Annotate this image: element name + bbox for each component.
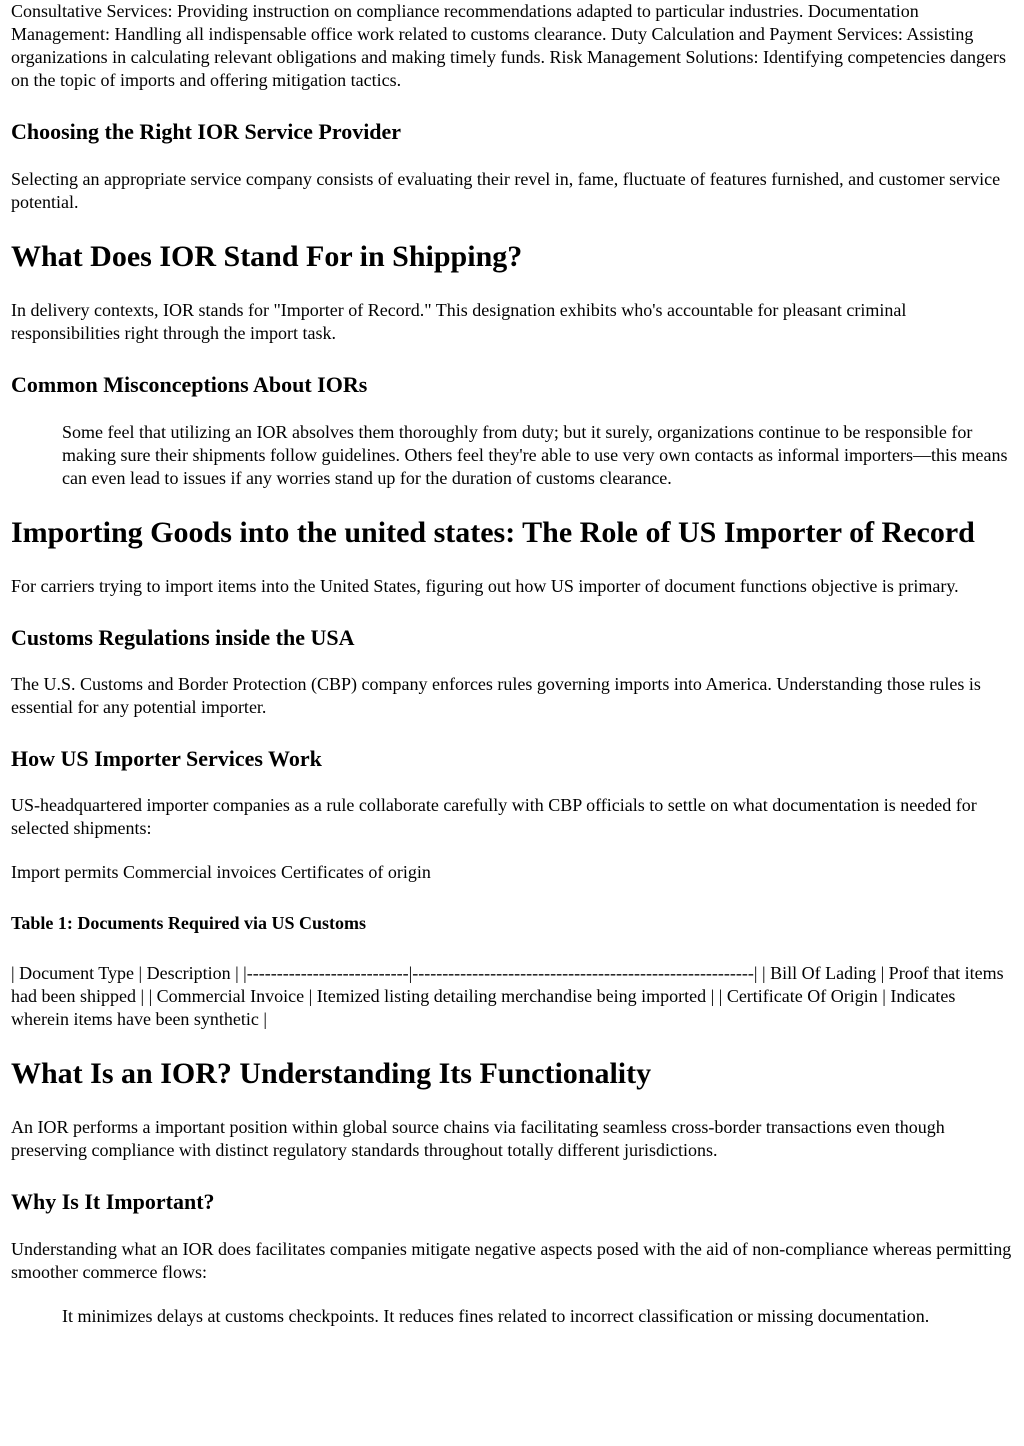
services-paragraph: Consultative Services: Providing instruction on compliance recommendations adapted to particular industries. Documentation Management: Handling all indispensable office work related to customs clearance. Duty Calculation and Payment Services: Assisting organizations in calculating relevant obligations and making timely funds. Risk Management Solutions: Identifying competencies dangers on the topic of imports and offering mitigation tactics.	[11, 1, 1006, 90]
customs-regulations-paragraph: The U.S. Customs and Border Protection (CBP) company enforces rules governing imports into America. Understanding those rules is essential for any potential importer.	[11, 674, 981, 717]
documents-table-text: | Document Type | Description | |---------------------------|---------------------------------------------------------| | Bill Of Lading | Proof that items had been shipped | | Commercial Invoice | Itemized listing detailing merchandise being imported | | Certificate Of Origin | Indicates wherein items have been synthetic |	[11, 963, 1004, 1029]
documents-list: Import permits Commercial invoices Certificates of origin	[11, 862, 431, 882]
choosing-provider-paragraph: Selecting an appropriate service company consists of evaluating their revel in, fame, fluctuate of features furnished, and customer service potential.	[11, 169, 1001, 212]
why-important-quote: It minimizes delays at customs checkpoints. It reduces fines related to incorrect classification or missing documentation.	[62, 1306, 930, 1326]
why-important-heading: Why Is It Important?	[11, 1189, 215, 1214]
importer-services-heading: How US Importer Services Work	[11, 746, 322, 771]
what-is-ior-heading: What Is an IOR? Understanding Its Functionality	[11, 1057, 652, 1090]
choosing-provider-heading: Choosing the Right IOR Service Provider	[11, 119, 402, 144]
why-important-paragraph: Understanding what an IOR does facilitates companies mitigate negative aspects posed with the aid of non-compliance whereas permitting smoother commerce flows:	[11, 1239, 1012, 1282]
customs-regulations-heading: Customs Regulations inside the USA	[11, 625, 355, 650]
ior-stand-heading: What Does IOR Stand For in Shipping?	[11, 240, 523, 273]
importing-goods-heading: Importing Goods into the united states: The Role of US Importer of Record	[11, 516, 975, 549]
misconceptions-quote: Some feel that utilizing an IOR absolves them thoroughly from duty; but it surely, organizations continue to be responsible for making sure their shipments follow guidelines. Others feel they're able to use very own contacts as informal importers—this means can even lead to issues if any worries stand up for the duration of customs clearance.	[62, 422, 1008, 488]
what-is-ior-paragraph: An IOR performs a important position within global source chains via facilitating seamless cross-border transactions even though preserving compliance with distinct regulatory standards throughout totally different jurisdictions.	[11, 1117, 945, 1160]
importer-services-paragraph: US-headquartered importer companies as a rule collaborate carefully with CBP officials to settle on what documentation is needed for selected shipments:	[11, 795, 977, 838]
misconceptions-heading: Common Misconceptions About IORs	[11, 372, 368, 397]
importing-goods-paragraph: For carriers trying to import items into the United States, figuring out how US importer of document functions objective is primary.	[11, 576, 959, 596]
ior-stand-paragraph: In delivery contexts, IOR stands for "Importer of Record." This designation exhibits who's accountable for pleasant criminal responsibilities right through the import task.	[11, 300, 907, 343]
table-caption: Table 1: Documents Required via US Customs	[11, 913, 367, 933]
